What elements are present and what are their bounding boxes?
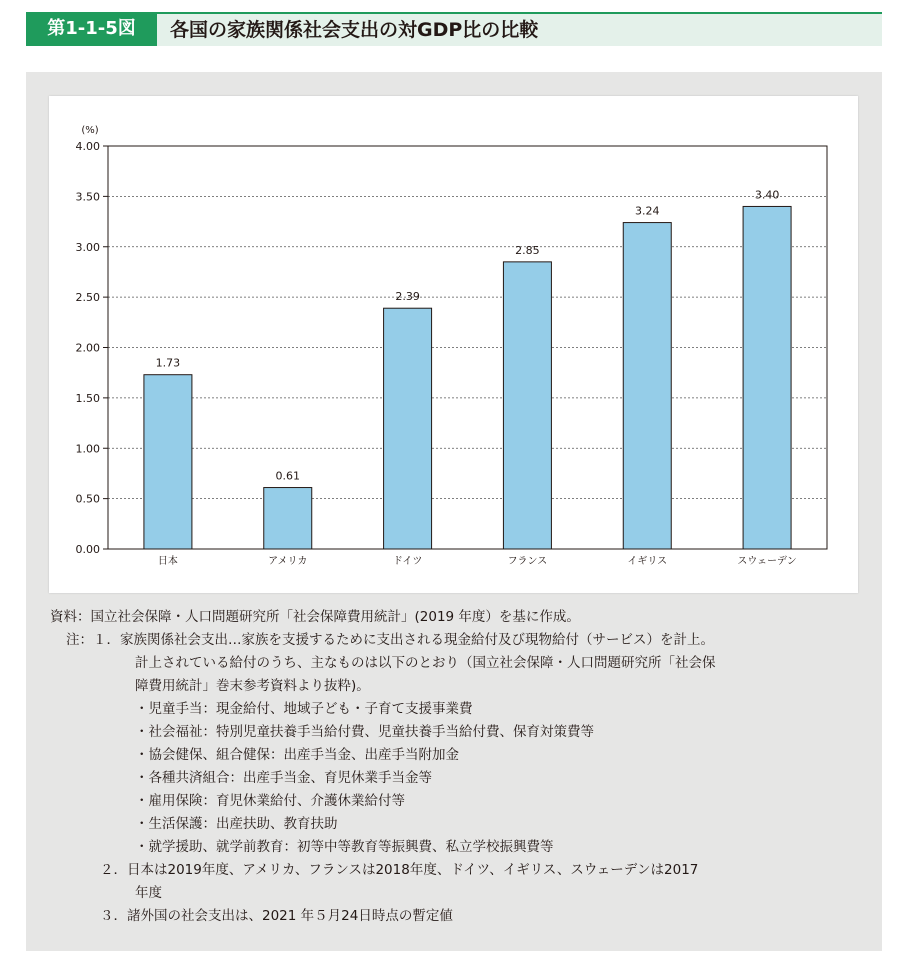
note-2-line-2: 年度 — [135, 885, 162, 901]
y-axis-label: (%) — [81, 125, 99, 136]
note-item: ・生活保護：出産扶助、教育扶助 — [135, 816, 338, 832]
bar — [743, 206, 791, 549]
x-category-label: イギリス — [627, 556, 668, 567]
x-category-label: 日本 — [157, 556, 178, 567]
note-3: ３．諸外国の社会支出は、2021 年５月24日時点の暫定値 — [100, 908, 453, 924]
bar-value-label: 3.24 — [635, 204, 660, 218]
note-item: ・社会福祉：特別児童扶養手当給付費、児童扶養手当給付費、保育対策費等 — [135, 724, 594, 740]
y-tick-label: 0.00 — [75, 543, 100, 556]
y-tick-label: 2.00 — [75, 341, 100, 355]
y-tick-label: 0.50 — [75, 492, 100, 506]
bar-value-label: 3.40 — [754, 188, 780, 202]
bar — [144, 375, 192, 549]
x-category-label: フランス — [507, 556, 548, 567]
figure-number: 第1-1-5図 — [26, 12, 157, 46]
y-tick-label: 3.00 — [75, 240, 100, 254]
x-category-label: アメリカ — [268, 556, 308, 567]
note-item: ・就学援助、就学前教育：初等中等教育等振興費、私立学校振興費等 — [135, 839, 554, 855]
y-tick-label: 4.00 — [75, 140, 100, 153]
bar-chart — [49, 96, 858, 593]
notes-section — [50, 606, 860, 928]
note-1-line-3: 障費用統計」巻末参考資料より抜粋)。 — [135, 678, 370, 694]
note-2-line-1: ２．日本は2019年度、アメリカ、フランスは2018年度、ドイツ、イギリス、スウェーデンは2017 — [100, 862, 699, 878]
y-tick-label: 3.50 — [75, 190, 100, 204]
bar-value-label: 2.39 — [395, 290, 420, 304]
note-item: ・児童手当：現金給付、地域子ども・子育て支援事業費 — [135, 701, 473, 717]
note-1-line-2: 計上されている給付のうち、主なものは以下のとおり（国立社会保障・人口問題研究所「社会保 — [135, 655, 716, 671]
source-note: 資料：国立社会保障・人口問題研究所「社会保障費用統計」(2019 年度）を基に作成。 — [50, 609, 580, 625]
note-item: ・各種共済組合：出産手当金、育児休業手当金等 — [135, 770, 432, 786]
bar — [503, 262, 551, 549]
x-category-label: ドイツ — [392, 556, 423, 567]
note-item: ・雇用保険：育児休業給付、介護休業給付等 — [135, 793, 405, 809]
plot-frame — [108, 146, 827, 549]
bar — [384, 308, 432, 549]
bar-value-label: 1.73 — [155, 356, 181, 370]
figure-title: 各国の家族関係社会支出の対GDP比の比較 — [170, 19, 539, 41]
bar-value-label: 2.85 — [515, 243, 540, 257]
y-tick-label: 1.00 — [75, 442, 100, 456]
note-item: ・協会健保、組合健保：出産手当金、出産手当附加金 — [135, 747, 459, 763]
x-category-label: スウェーデン — [737, 556, 797, 567]
chart-container — [49, 96, 858, 593]
bar-value-label: 0.61 — [275, 469, 300, 483]
bar — [264, 488, 312, 549]
y-tick-label: 2.50 — [75, 291, 100, 305]
y-tick-label: 1.50 — [75, 391, 100, 405]
note-1-line-1: 注：１．家族関係社会支出…家族を支援するために支出される現金給付及び現物給付（サービス）を計上。 — [66, 632, 714, 648]
bar — [623, 223, 671, 549]
